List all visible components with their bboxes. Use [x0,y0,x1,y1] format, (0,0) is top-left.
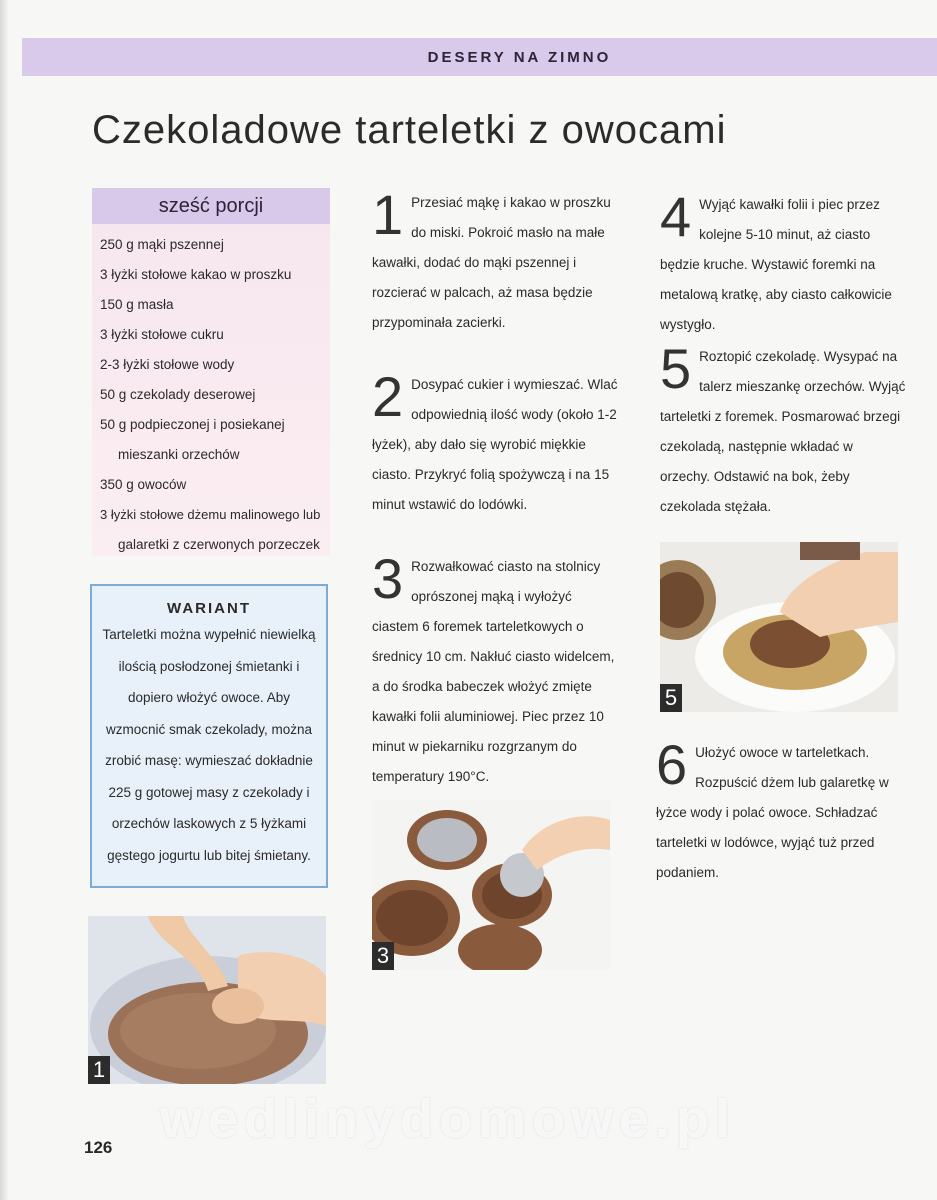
page-edge [0,0,8,1200]
step-number: 2 [372,365,404,428]
ingredients-box [92,188,330,556]
step-text: Przesiać mąkę i kakao w proszku do miski. Pokroić masło na małe kawałki, dodać do mąki pszennej i rozcierać w palcach, aż masa będzie przypominała zacierki. [372,195,611,330]
photo-tartlets-image [372,800,610,970]
step-6 [656,733,902,888]
ingredients-list [92,224,330,560]
page-title: Czekoladowe tarteletki z owocami [92,108,727,152]
ingredients-heading: sześć porcji [92,188,330,224]
photo-step-3 [372,800,610,970]
photo-step-5 [660,542,898,712]
variant-text: Tarteletki można wypełnić niewielką ilością posłodzonej śmietanki i dopiero włożyć owoce. Aby wzmocnić smak czekolady, można zrobić masę: wymieszać dokładnie 225 g gotowej masy z czekolady i orzechów laskowych z 5 łyżkami gęstego jogurtu lub bitej śmietany. [102,627,316,863]
step-number: 3 [372,547,404,610]
step-text: Rozwałkować ciasto na stolnicy oprószonej mąką i wyłożyć ciastem 6 foremek tarteletkowych o średnicy 10 cm. Nakłuć ciasto widelcem, a do środka babeczek włożyć zmięte kawałki folii aluminiowej. Piec przez 10 minut w piekarniku rozgrzanym do temperatury 190°C. [372,559,615,784]
step-number: 6 [656,733,688,796]
photo-step-label: 5 [660,684,682,712]
step-number: 1 [372,183,404,246]
variant-box [90,584,328,888]
photo-step-label: 3 [372,942,394,970]
ingredient-item: 50 g podpieczonej i posiekanej [100,417,285,432]
step-number: 5 [660,337,692,400]
photo-nuts-image [660,542,898,712]
ingredient-item: mieszanki orzechów [118,447,240,462]
ingredient-item: 350 g owoców [100,477,187,492]
watermark: wedlinydomowe.pl [160,1089,737,1149]
step-4 [660,185,906,340]
ingredient-item: 3 łyżki stołowe dżemu malinowego lub [100,507,321,522]
step-text: Roztopić czekoladę. Wysypać na talerz mieszankę orzechów. Wyjąć tarteletki z foremek. Posmarować brzegi czekoladą, następnie wkładać w orzechy. Odstawić na bok, żeby czekolada stężała. [660,349,906,514]
step-number: 4 [660,185,692,248]
ingredient-item: 150 g masła [100,297,174,312]
photo-step-label: 1 [88,1056,110,1084]
ingredient-item: 2-3 łyżki stołowe wody [100,357,235,372]
ingredient-item: 3 łyżki stołowe cukru [100,327,224,342]
page-number: 126 [84,1138,113,1157]
step-3 [372,547,620,792]
ingredient-item: 250 g mąki pszennej [100,237,224,252]
step-5 [660,337,906,522]
step-2 [372,365,620,520]
variant-heading: WARIANT [167,600,251,617]
section-title: DESERY NA ZIMNO [427,48,612,66]
step-text: Dosypać cukier i wymieszać. Wlać odpowiednią ilość wody (około 1-2 łyżek), aby dało się wyrobić miękkie ciasto. Przykryć folią spożywczą i na 15 minut wstawić do lodówki. [372,377,618,512]
step-1 [372,183,620,338]
ingredient-item: galaretki z czerwonych porzeczek [118,537,320,552]
ingredient-item: 3 łyżki stołowe kakao w proszku [100,267,292,282]
photo-step-1 [88,916,326,1084]
step-text: Wyjąć kawałki folii i piec przez kolejne 5-10 minut, aż ciasto będzie kruche. Wystawić foremki na metalową kratkę, aby ciasto całkowicie wystygło. [660,197,892,332]
ingredient-item: 50 g czekolady deserowej [100,387,256,402]
step-text: Ułożyć owoce w tarteletkach. Rozpuścić dżem lub galaretkę w łyżce wody i polać owoce. Schładzać tarteletki w lodówce, wyjąć tuż przed podaniem. [656,745,889,880]
photo-bowl-image [88,916,326,1084]
section-header [22,38,937,76]
